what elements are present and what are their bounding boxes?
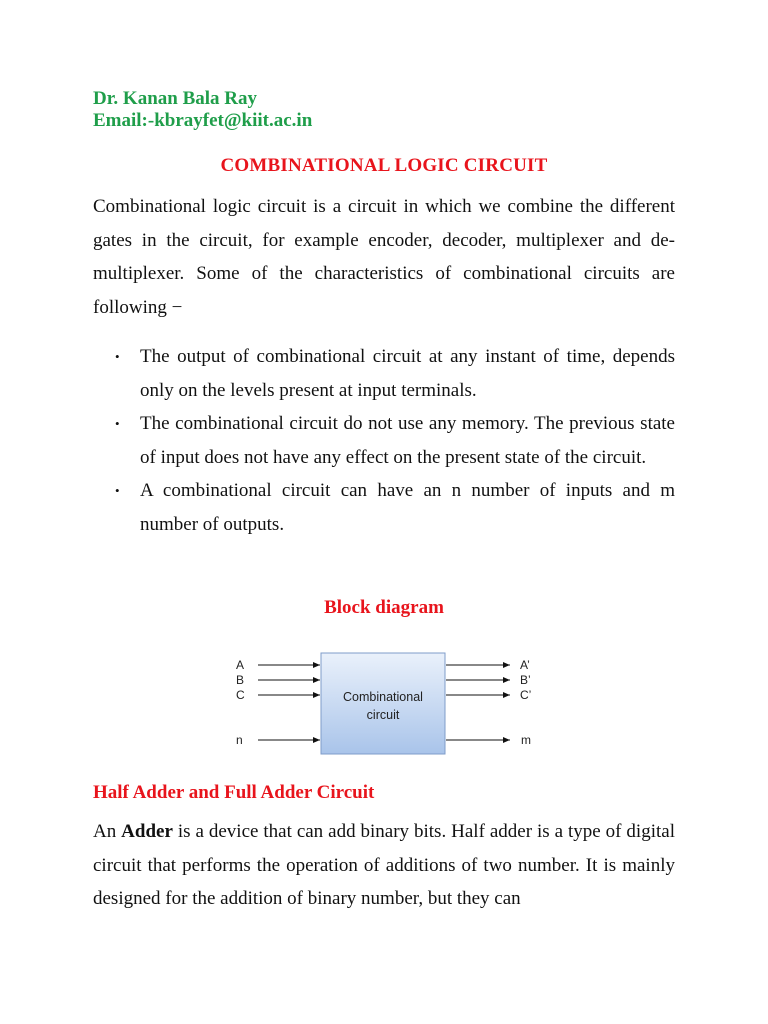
output-label-m: m	[521, 733, 531, 747]
box-label-line2: circuit	[366, 708, 400, 722]
list-item-text: The combinational circuit do not use any memory. The previous state of input does not have any effect on the present state of the circuit.	[140, 413, 675, 468]
box-label-line1: Combinational	[343, 690, 423, 704]
input-label-n: n	[236, 733, 243, 747]
list-item	[93, 474, 675, 541]
bullet-icon: •	[115, 416, 120, 431]
bullet-icon: •	[115, 349, 120, 364]
list-item-text: The output of combinational circuit at any instant of time, depends only on the levels present at input terminals.	[140, 346, 675, 401]
author-name: Dr. Kanan Bala Ray	[93, 88, 257, 109]
section-heading: Half Adder and Full Adder Circuit	[93, 782, 375, 803]
adder-paragraph-text: is a device that can add binary bits. Half adder is a type of digital circuit that performs the operation of additions of two number. It is mainly designed for the addition of binary number, but they can	[93, 821, 675, 909]
input-label-c: C	[236, 688, 245, 702]
block-diagram	[228, 650, 548, 765]
list-item-text: A combinational circuit can have an n number of inputs and m number of outputs.	[140, 480, 675, 535]
bullet-icon: •	[115, 483, 120, 498]
list-item	[93, 340, 675, 407]
characteristics-list	[93, 340, 675, 541]
page-title: COMBINATIONAL LOGIC CIRCUIT	[220, 155, 548, 176]
output-label-b: B’	[520, 673, 531, 687]
output-label-c: C’	[520, 688, 532, 702]
adder-paragraph	[93, 815, 675, 916]
block-diagram-title: Block diagram	[324, 597, 444, 618]
list-item	[93, 407, 675, 474]
input-label-b: B	[236, 673, 245, 687]
input-label-a: A	[236, 658, 245, 672]
adder-keyword: Adder	[121, 821, 173, 842]
author-email: Email:-kbrayfet@kiit.ac.in	[93, 110, 313, 131]
output-label-a: A’	[520, 658, 530, 672]
author-block	[93, 88, 312, 132]
adder-paragraph-prefix: An	[93, 821, 122, 842]
intro-paragraph: Combinational logic circuit is a circuit in which we combine the different gates in the circuit, for example encoder, decoder, multiplexer and de-multiplexer. Some of the characteristics of combinational circuits are following −	[93, 196, 675, 318]
